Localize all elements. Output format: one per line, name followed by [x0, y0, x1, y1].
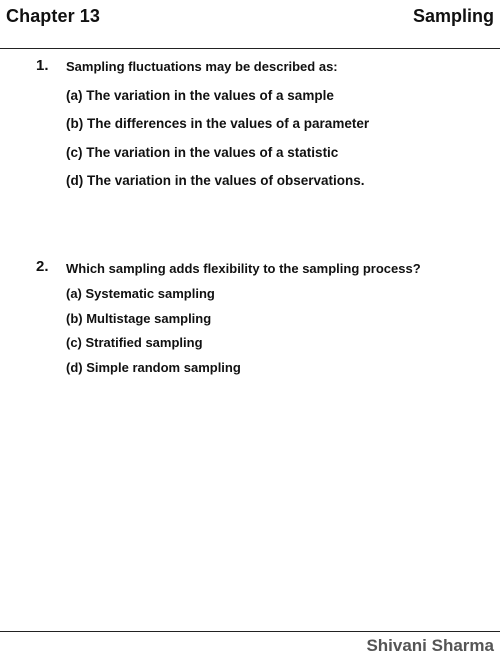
option-b: (b) Multistage sampling: [66, 311, 212, 326]
option-c: (c) Stratified sampling: [66, 335, 203, 350]
header-divider: [0, 48, 500, 49]
option-a: (a) Systematic sampling: [66, 286, 215, 301]
question-text: Which sampling adds flexibility to the sampling process?: [66, 261, 421, 276]
chapter-title: Chapter 13: [6, 6, 101, 26]
author-name: Shivani Sharma: [366, 636, 494, 655]
option-a: (a) The variation in the values of a sample: [66, 88, 334, 103]
option-c: (c) The variation in the values of a statistic: [66, 145, 339, 160]
topic-title: Sampling: [412, 6, 494, 26]
option-b: (b) The differences in the values of a parameter: [66, 116, 370, 131]
option-d: (d) Simple random sampling: [66, 360, 241, 375]
question-text: Sampling fluctuations may be described as:: [66, 59, 338, 74]
option-d: (d) The variation in the values of observations.: [66, 173, 365, 188]
question-number: 2.: [36, 258, 49, 275]
footer-divider: [0, 631, 500, 632]
question-number: 1.: [36, 57, 49, 74]
